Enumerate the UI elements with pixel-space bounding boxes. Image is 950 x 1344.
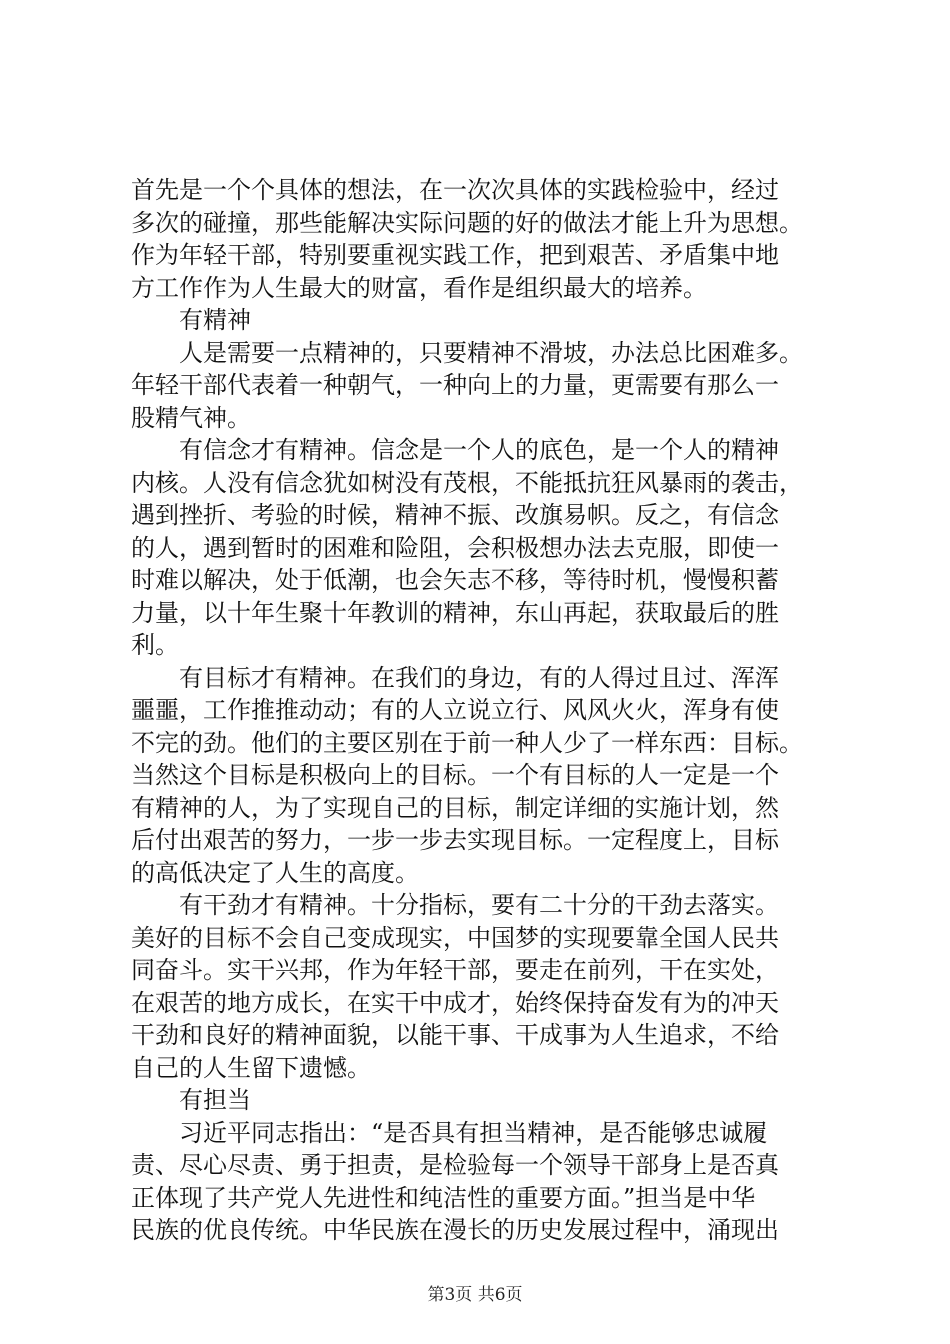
text-line: 方工作作为人生最大的财富，看作是组织最大的培养。 [131, 273, 707, 302]
text-line: 有担当 [179, 1086, 251, 1114]
text-line: 有精神的人，为了实现自己的目标，制定详细的实施计划，然 [131, 793, 779, 822]
text-line: 责、尽心尽责、勇于担责，是检验每一个领导干部身上是否真 [131, 1151, 779, 1179]
text-line: 作为年轻干部，特别要重视实践工作，把到艰苦、矛盾集中地 [131, 241, 779, 269]
text-line: 的人，遇到暂时的困难和险阻，会积极想办法去克服，即使一 [131, 533, 779, 562]
text-line: 人是需要一点精神的，只要精神不滑坡，办法总比困难多。 [179, 338, 803, 367]
text-line: 噩噩，工作推推动动；有的人立说立行、风风火火，浑身有使 [131, 696, 779, 724]
text-line: 首先是一个个具体的想法，在一次次具体的实践检验中，经过 [131, 176, 779, 204]
page-footer: 第3页 共6页 [427, 1285, 523, 1305]
text-line: 利。 [131, 631, 179, 659]
text-line: 同奋斗。实干兴邦，作为年轻干部，要走在前列，干在实处， [131, 956, 779, 984]
text-line: 多次的碰撞，那些能解决实际问题的好的做法才能上升为思想。 [131, 208, 803, 237]
text-line: 干劲和良好的精神面貌，以能干事、干成事为人生追求，不给 [131, 1021, 779, 1049]
text-line: 在艰苦的地方成长，在实干中成才，始终保持奋发有为的冲天 [131, 988, 779, 1017]
text-line: 民族的优良传统。中华民族在漫长的历史发展过程中，涌现出 [131, 1216, 779, 1244]
text-line: 的高低决定了人生的高度。 [131, 858, 419, 887]
text-line: 年轻干部代表着一种朝气，一种向上的力量，更需要有那么一 [131, 371, 779, 399]
text-line: 内核。人没有信念犹如树没有茂根，不能抵抗狂风暴雨的袭击， [131, 468, 803, 497]
text-line: 不完的劲。他们的主要区别在于前一种人少了一样东西：目标。 [131, 728, 803, 757]
text-line: 后付出艰苦的努力，一步一步去实现目标。一定程度上，目标 [131, 826, 779, 854]
text-line: 遇到挫折、考验的时候，精神不振、改旗易帜。反之，有信念 [131, 501, 779, 529]
text-line: 美好的目标不会自己变成现实，中国梦的实现要靠全国人民共 [131, 923, 779, 952]
text-line: 时难以解决，处于低潮，也会矢志不移，等待时机，慢慢积蓄 [131, 566, 779, 594]
text-line: 习近平同志指出：“是否具有担当精神，是否能够忠诚履 [179, 1118, 768, 1147]
text-line: 力量，以十年生聚十年教训的精神，东山再起，获取最后的胜 [131, 598, 779, 627]
text-line: 当然这个目标是积极向上的目标。一个有目标的人一定是一个 [131, 761, 779, 789]
text-line: 有干劲才有精神。十分指标，要有二十分的干劲去落实。 [179, 891, 779, 919]
text-line: 正体现了共产党人先进性和纯洁性的重要方面。”担当是中华 [131, 1183, 756, 1212]
text-line: 自己的人生留下遗憾。 [131, 1053, 371, 1082]
text-line: 有精神 [179, 306, 251, 334]
text-line: 有目标才有精神。在我们的身边，有的人得过且过、浑浑 [179, 663, 779, 692]
text-line: 有信念才有精神。信念是一个人的底色，是一个人的精神 [179, 436, 779, 464]
document-body [131, 174, 831, 1247]
text-line: 股精气神。 [131, 403, 251, 432]
